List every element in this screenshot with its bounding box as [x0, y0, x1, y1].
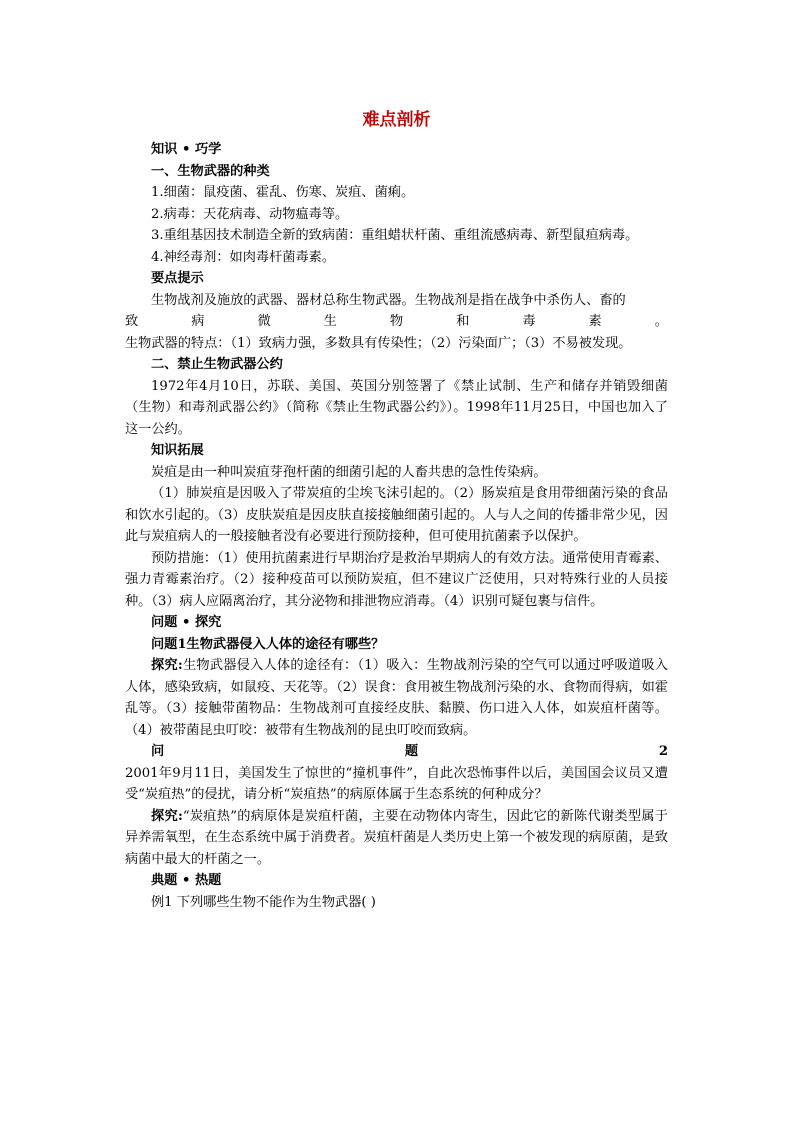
section-heading-extension: 知识拓展	[151, 443, 204, 458]
spread-char: 问	[151, 744, 165, 759]
spread-char: 素	[588, 314, 602, 329]
spread-char: 题	[404, 744, 419, 759]
answer-2-text: “炭疽热”的病原体是炭疽杆菌，主要在动物体内寄生，因此它的新陈代谢类型属于异养需氧型，在生态系统中属于消费者。炭疽杆菌是人类历史上第一个被发现的病原菌，是致病菌中最大的杆菌之一。	[125, 808, 668, 867]
question-2-text: 2001年9月11日，美国发生了惊世的“撞机事件”，自此次恐怖事件以后，美国国会议员又遭受“炭疽热”的侵扰，请分析“炭疽热”的病原体属于生态系统的何种成分？	[125, 765, 668, 802]
key-points-features: 生物武器的特点：（1）致病力强，多数具有传染性；（2）污染面广；（3）不易被发现。	[125, 335, 632, 351]
list-item-recombinant: 3.重组基因技术制造全新的致病菌：重组蜡状杆菌、重组流感病毒、新型鼠疸病毒。	[151, 228, 639, 243]
section-heading-typical: 典题 • 热题	[151, 873, 222, 888]
page-title: 难点剖析	[362, 110, 431, 130]
subheading-convention: 二、禁止生物武器公约	[151, 357, 283, 372]
answer-2	[125, 806, 668, 871]
list-item-virus: 2.病毒：天花病毒、动物瘟毒等。	[151, 206, 349, 222]
key-points-spread-line	[125, 311, 668, 333]
spread-char: 。	[654, 314, 668, 329]
anthrax-intro: 炭疽是由一种叫炭疽芽孢杆菌的细菌引起的人畜共患的急性传染病。	[151, 464, 547, 480]
example-1: 例1 下列哪些生物不能作为生物武器( )	[151, 894, 376, 910]
question-1: 问题1生物武器侵入人体的途径有哪些？	[151, 636, 385, 652]
document-page	[125, 105, 668, 913]
convention-paragraph: 1972年4月10日，苏联、美国、英国分别签署了《禁止试制、生产和储存并销毁细菌（生物）和毒剂武器公约》（简称《禁止生物武器公约》）。1998年11月25日，中国也加入了这一公约。	[125, 378, 668, 437]
spread-char: 病	[191, 314, 205, 329]
key-points-line1: 生物战剂及施放的武器、器材总称生物武器。生物战剂是指在战争中杀伤人、畜的	[151, 292, 626, 308]
list-item-neurotoxin: 4.神经毒剂：如肉毒杆菌毒素。	[151, 249, 336, 265]
spread-char: 微	[257, 314, 271, 329]
question-2-spread-line	[125, 741, 668, 763]
anthrax-prevention: 预防措施：（1）使用抗菌素进行早期治疗是救治早期病人的有效方法。通常使用青霉素、强力青霉素治疗。（2）接种疫苗可以预防炭疽，但不建议广泛使用，只对特殊行业的人员接种。（3）病人应隔离治疗，其分泌物和排泄物应消毒。（4）识别可疑包裹与信件。	[125, 550, 668, 609]
spread-char: 致	[125, 314, 139, 329]
answer-1	[125, 655, 668, 741]
list-item-bacteria: 1.细菌：鼠疫菌、霍乱、伤寒、炭疽、菌痢。	[151, 185, 415, 200]
subheading-weapon-types: 一、生物武器的种类	[151, 163, 270, 179]
answer-1-label: 探究:	[151, 658, 183, 673]
anthrax-types: （1）肺炭疽是因吸入了带炭疽的尘埃飞沫引起的。（2）肠炭疽是食用带细菌污染的食品和饮水引起的。（3）皮肤炭疽是因皮肤直接接触细菌引起的。人与人之间的传播非常少见，因此与炭疽病人的一般接触者没有必要进行预防接种，但可使用抗菌素予以保护。	[125, 486, 668, 544]
spread-char: 毒	[522, 314, 536, 329]
section-heading-inquiry: 问题 • 探究	[151, 615, 222, 630]
subheading-key-points: 要点提示	[151, 271, 204, 286]
spread-char: 2	[658, 744, 668, 759]
answer-2-label: 探究:	[151, 808, 183, 824]
answer-1-text: 生物武器侵入人体的途径有：（1）吸入：生物战剂污染的空气可以通过呼吸道吸入人体，感染致病，如鼠疫、天花等。（2）误食：食用被生物战剂污染的水、食物而得病，如霍乱等。（3）接触带菌物品：生物战剂可直接经皮肤、黏膜、伤口进入人体，如炭疽杆菌等。（4）被带菌昆虫叮咬：被带有生物战剂的昆虫叮咬而致病。	[125, 658, 668, 738]
section-heading-knowledge: 知识 • 巧学	[151, 142, 222, 157]
spread-char: 生	[323, 314, 337, 329]
spread-char: 物	[389, 314, 404, 329]
spread-char: 和	[456, 314, 470, 329]
